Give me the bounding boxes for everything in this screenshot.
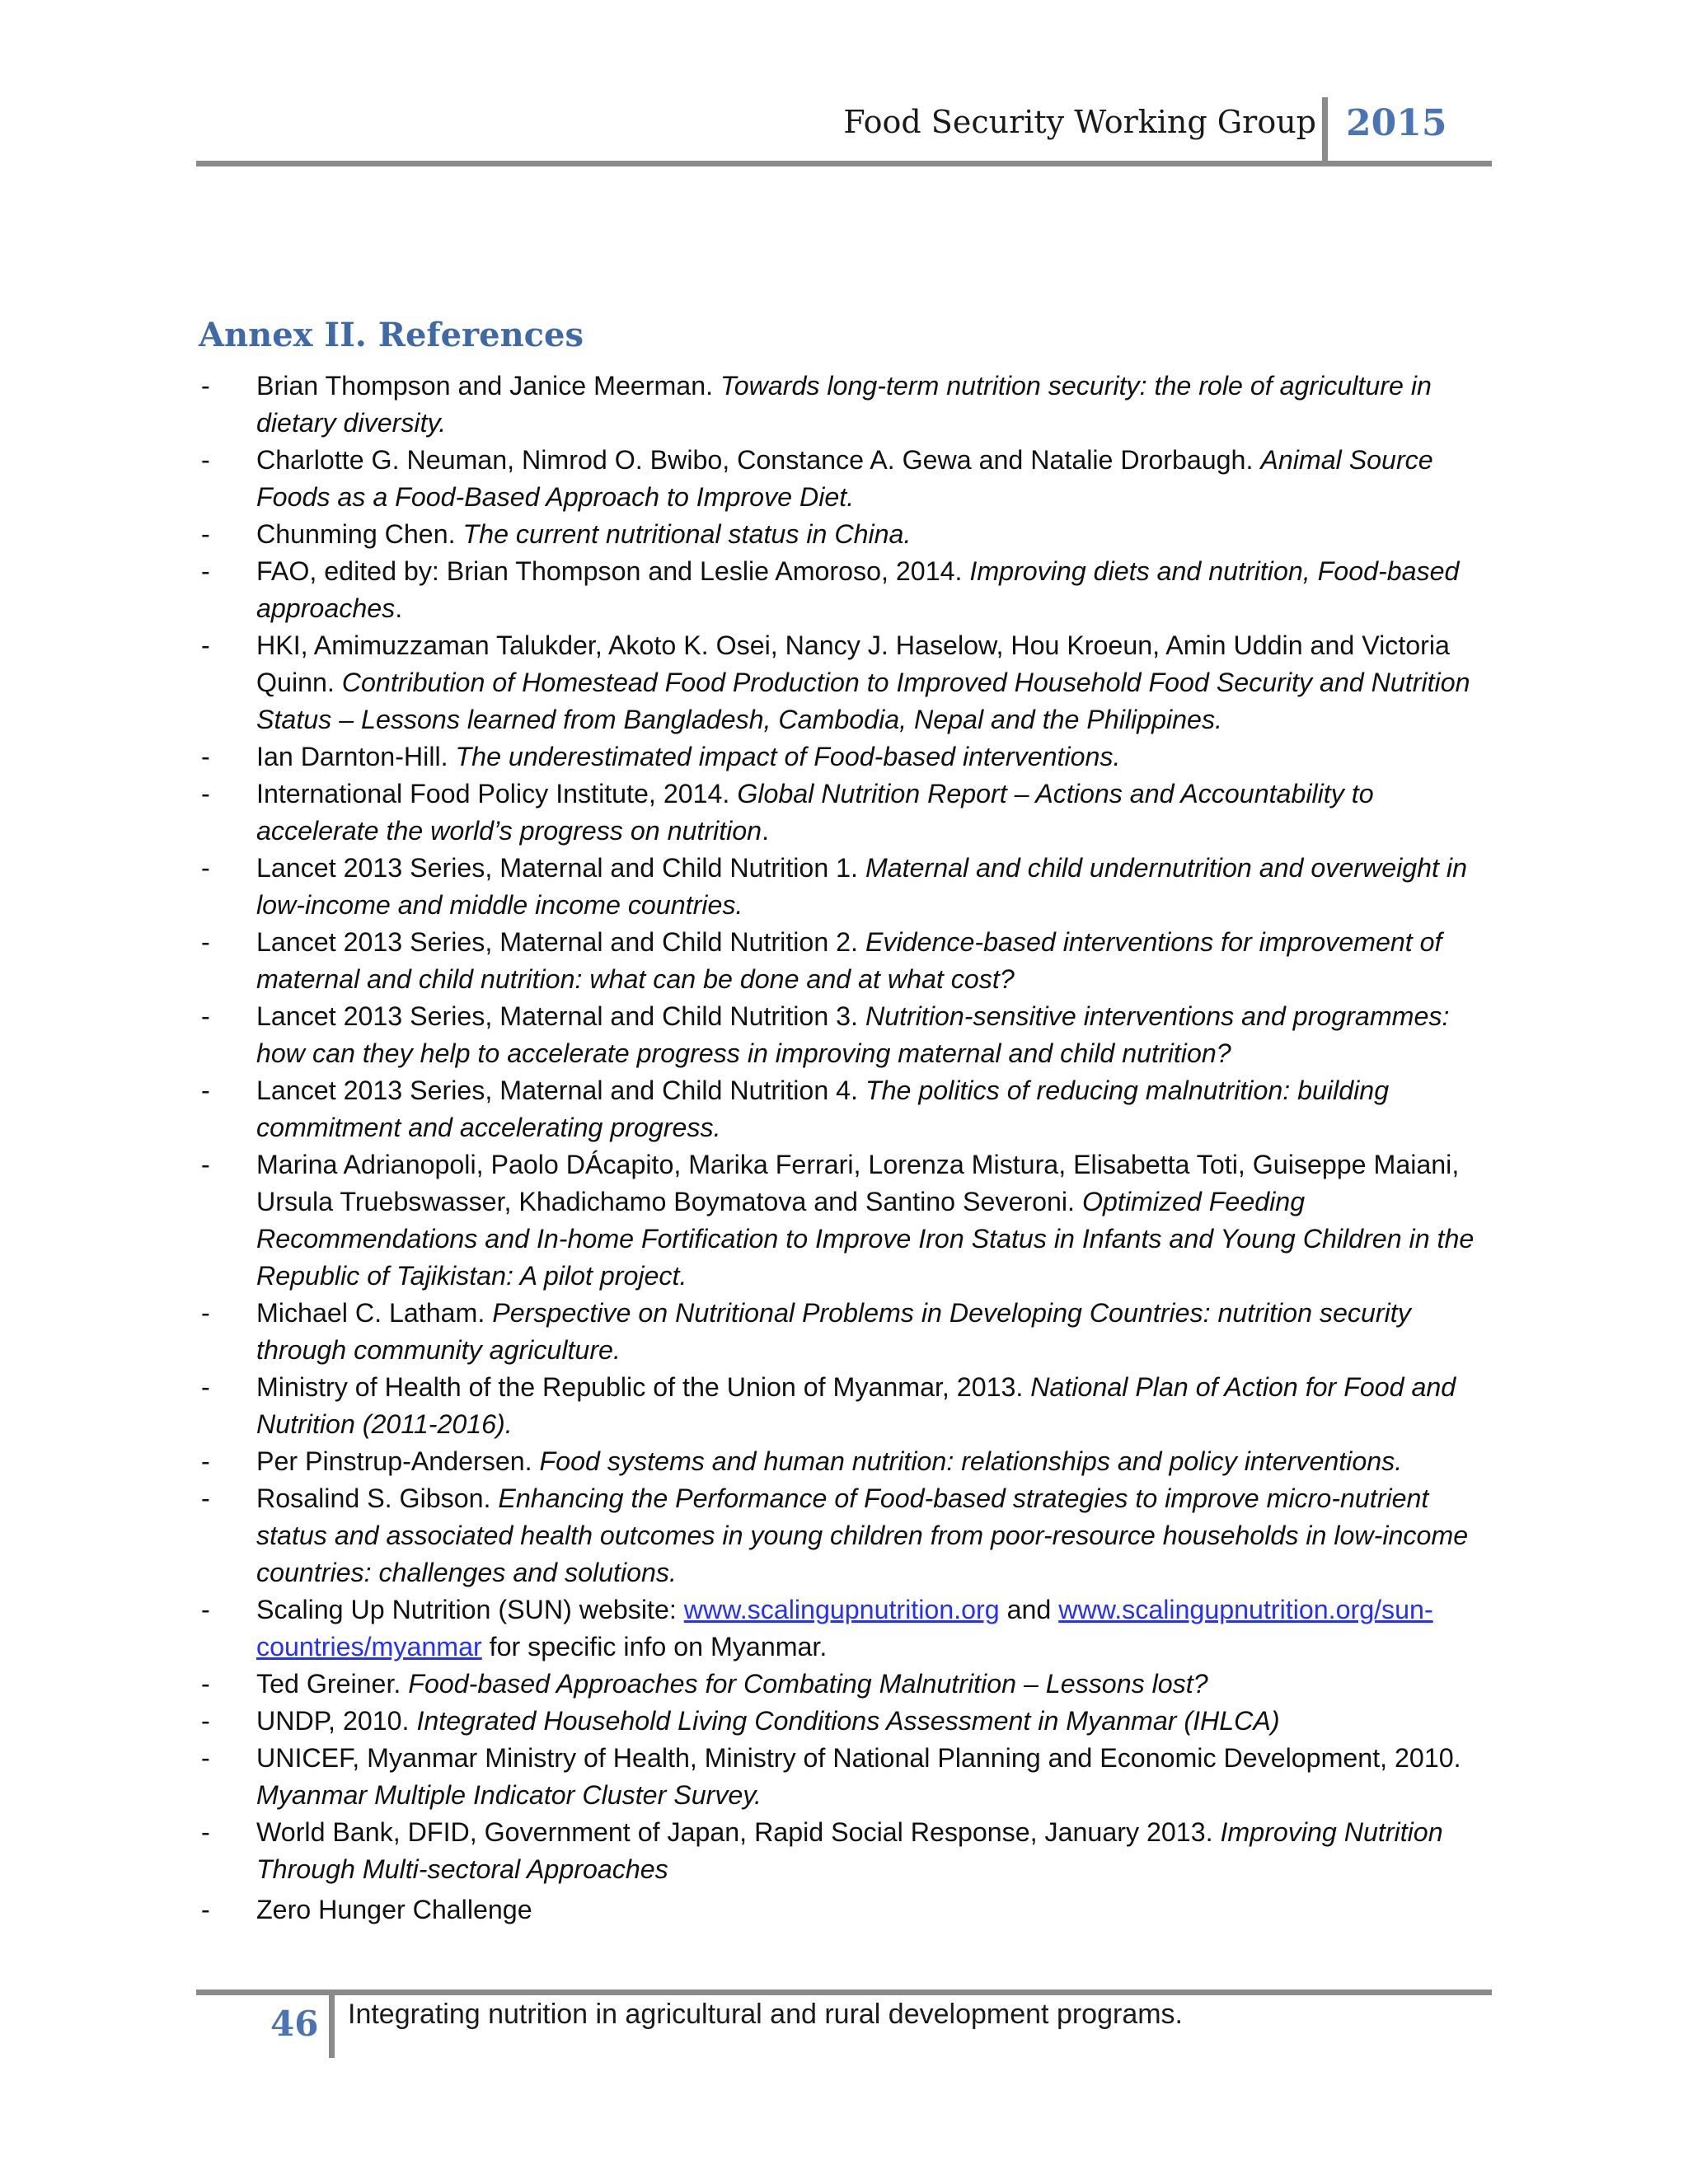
reference-item — [201, 1295, 1493, 1369]
reference-item — [201, 1814, 1493, 1888]
reference-title: Perspective on Nutritional Problems in Developing Countries: nutrition security through community agriculture. — [256, 1298, 1411, 1365]
reference-title: The underestimated impact of Food-based interventions. — [455, 742, 1121, 771]
reference-item — [201, 776, 1493, 850]
reference-title: Maternal and child undernutrition and overweight in low-income and middle income countries. — [256, 853, 1467, 920]
reference-title: Contribution of Homestead Food Production to Improved Household Food Security and Nutrition Status – Lessons learned from Bangladesh, Cambodia, Nepal and the Philippines. — [256, 668, 1470, 734]
reference-authors: Ted Greiner. — [256, 1669, 409, 1699]
reference-punctuation: . — [762, 816, 770, 846]
reference-item — [201, 1740, 1493, 1814]
reference-title: Enhancing the Performance of Food-based strategies to improve micro-nutrient status and associated health outcomes in young children from poor-resource households in low-income countries: challenges and solutions. — [256, 1483, 1469, 1587]
page-number: 46 — [270, 2004, 319, 2044]
reference-authors: UNDP, 2010. — [256, 1706, 417, 1736]
reference-authors: Charlotte G. Neuman, Nimrod O. Bwibo, Constance A. Gewa and Natalie Drorbaugh. — [256, 445, 1261, 475]
footer-text: Integrating nutrition in agricultural and rural development programs. — [348, 1999, 1183, 2030]
reference-authors: Chunming Chen. — [256, 519, 463, 549]
reference-title: Towards long-term nutrition security: the role of agriculture in dietary diversity. — [256, 371, 1432, 438]
footer-divider — [329, 1995, 335, 2058]
reference-item — [201, 553, 1493, 627]
reference-title: Nutrition-sensitive interventions and programmes: how can they help to accelerate progress in improving maternal and child nutrition? — [256, 1001, 1450, 1068]
reference-item — [201, 998, 1493, 1072]
reference-title: Global Nutrition Report – Actions and Accountability to accelerate the world’s progress on nutrition — [256, 779, 1374, 846]
reference-title: The current nutritional status in China. — [462, 519, 912, 549]
reference-authors: Marina Adrianopoli, Paolo DÁcapito, Marika Ferrari, Lorenza Mistura, Elisabetta Toti, Guiseppe Maiani, Ursula Truebswasser, Khadichamo Boymatova and Santino Severoni. — [256, 1150, 1460, 1216]
reference-authors: HKI, Amimuzzaman Talukder, Akoto K. Osei, Nancy J. Haselow, Hou Kroeun, Amin Uddin and Victoria Quinn. — [256, 630, 1450, 697]
reference-title: Food-based Approaches for Combating Malnutrition – Lessons lost? — [408, 1669, 1208, 1699]
reference-title: Integrated Household Living Conditions Assessment in Myanmar (IHLCA) — [416, 1706, 1280, 1736]
reference-item — [201, 850, 1493, 924]
reference-authors: Lancet 2013 Series, Maternal and Child Nutrition 3. — [256, 1001, 865, 1031]
reference-item — [201, 738, 1493, 776]
reference-authors: Ministry of Health of the Republic of the Union of Myanmar, 2013. — [256, 1372, 1031, 1402]
reference-title: Animal Source Foods as a Food-Based Approach to Improve Diet. — [256, 445, 1433, 512]
reference-item — [201, 1480, 1493, 1591]
reference-title: The politics of reducing malnutrition: building commitment and accelerating progress. — [256, 1076, 1390, 1142]
reference-item — [201, 1891, 1493, 1929]
reference-title: Optimized Feeding Recommendations and In-home Fortification to Improve Iron Status in Infants and Young Children in the Republic of Tajikistan: A pilot project. — [256, 1187, 1475, 1291]
reference-authors: FAO, edited by: Brian Thompson and Leslie Amoroso, 2014. — [256, 556, 970, 586]
reference-title: Myanmar Multiple Indicator Cluster Survey. — [256, 1780, 762, 1810]
reference-authors: World Bank, DFID, Government of Japan, Rapid Social Response, January 2013. — [256, 1817, 1221, 1847]
reference-authors: Per Pinstrup-Andersen. — [256, 1446, 540, 1476]
reference-authors: Zero Hunger Challenge — [256, 1895, 532, 1924]
reference-text: Scaling Up Nutrition (SUN) website: — [256, 1595, 684, 1624]
reference-item — [201, 627, 1493, 738]
reference-title: Improving diets and nutrition, Food-based approaches — [256, 556, 1460, 623]
reference-authors: Brian Thompson and Janice Meerman. — [256, 371, 720, 401]
sun-myanmar-link[interactable]: www.scalingupnutrition.org/sun-countries/myanmar — [256, 1595, 1433, 1661]
reference-authors: UNICEF, Myanmar Ministry of Health, Ministry of National Planning and Economic Development, 2010. — [256, 1743, 1461, 1773]
sun-website-link[interactable]: www.scalingupnutrition.org — [683, 1595, 1000, 1624]
reference-authors: Lancet 2013 Series, Maternal and Child Nutrition 1. — [256, 853, 865, 883]
page-footer — [196, 1990, 1492, 2052]
reference-item — [201, 1146, 1493, 1295]
section-title: Annex II. References — [199, 316, 584, 354]
reference-title: National Plan of Action for Food and Nutrition (2011-2016). — [256, 1372, 1456, 1439]
reference-text: for specific info on Myanmar. — [481, 1632, 828, 1661]
reference-item — [201, 1666, 1493, 1703]
reference-authors: Lancet 2013 Series, Maternal and Child Nutrition 4. — [256, 1076, 865, 1105]
reference-authors: International Food Policy Institute, 2014. — [256, 779, 738, 808]
reference-item-sun — [201, 1591, 1493, 1666]
reference-item — [201, 1443, 1493, 1480]
reference-authors: Michael C. Latham. — [256, 1298, 493, 1328]
reference-item — [201, 1369, 1493, 1443]
reference-item — [201, 1703, 1493, 1740]
reference-title: Food systems and human nutrition: relationships and policy interventions. — [539, 1446, 1403, 1476]
reference-text: and — [999, 1595, 1059, 1624]
reference-title: Evidence-based interventions for improvement of maternal and child nutrition: what can be done and at what cost? — [256, 927, 1442, 994]
reference-item — [201, 1072, 1493, 1146]
reference-punctuation: . — [395, 593, 403, 623]
reference-item — [201, 442, 1493, 516]
reference-list — [201, 368, 1493, 1929]
header-year: 2015 — [1346, 102, 1447, 144]
header-title: Food Security Working Group — [843, 104, 1316, 140]
reference-item — [201, 516, 1493, 553]
reference-item — [201, 924, 1493, 998]
reference-authors: Lancet 2013 Series, Maternal and Child Nutrition 2. — [256, 927, 865, 957]
page-header — [196, 97, 1492, 166]
reference-title: Improving Nutrition Through Multi-sectoral Approaches — [256, 1817, 1443, 1884]
header-divider — [1322, 97, 1328, 166]
reference-item — [201, 368, 1493, 442]
reference-authors: Ian Darnton-Hill. — [256, 742, 456, 771]
reference-authors: Rosalind S. Gibson. — [256, 1483, 499, 1513]
